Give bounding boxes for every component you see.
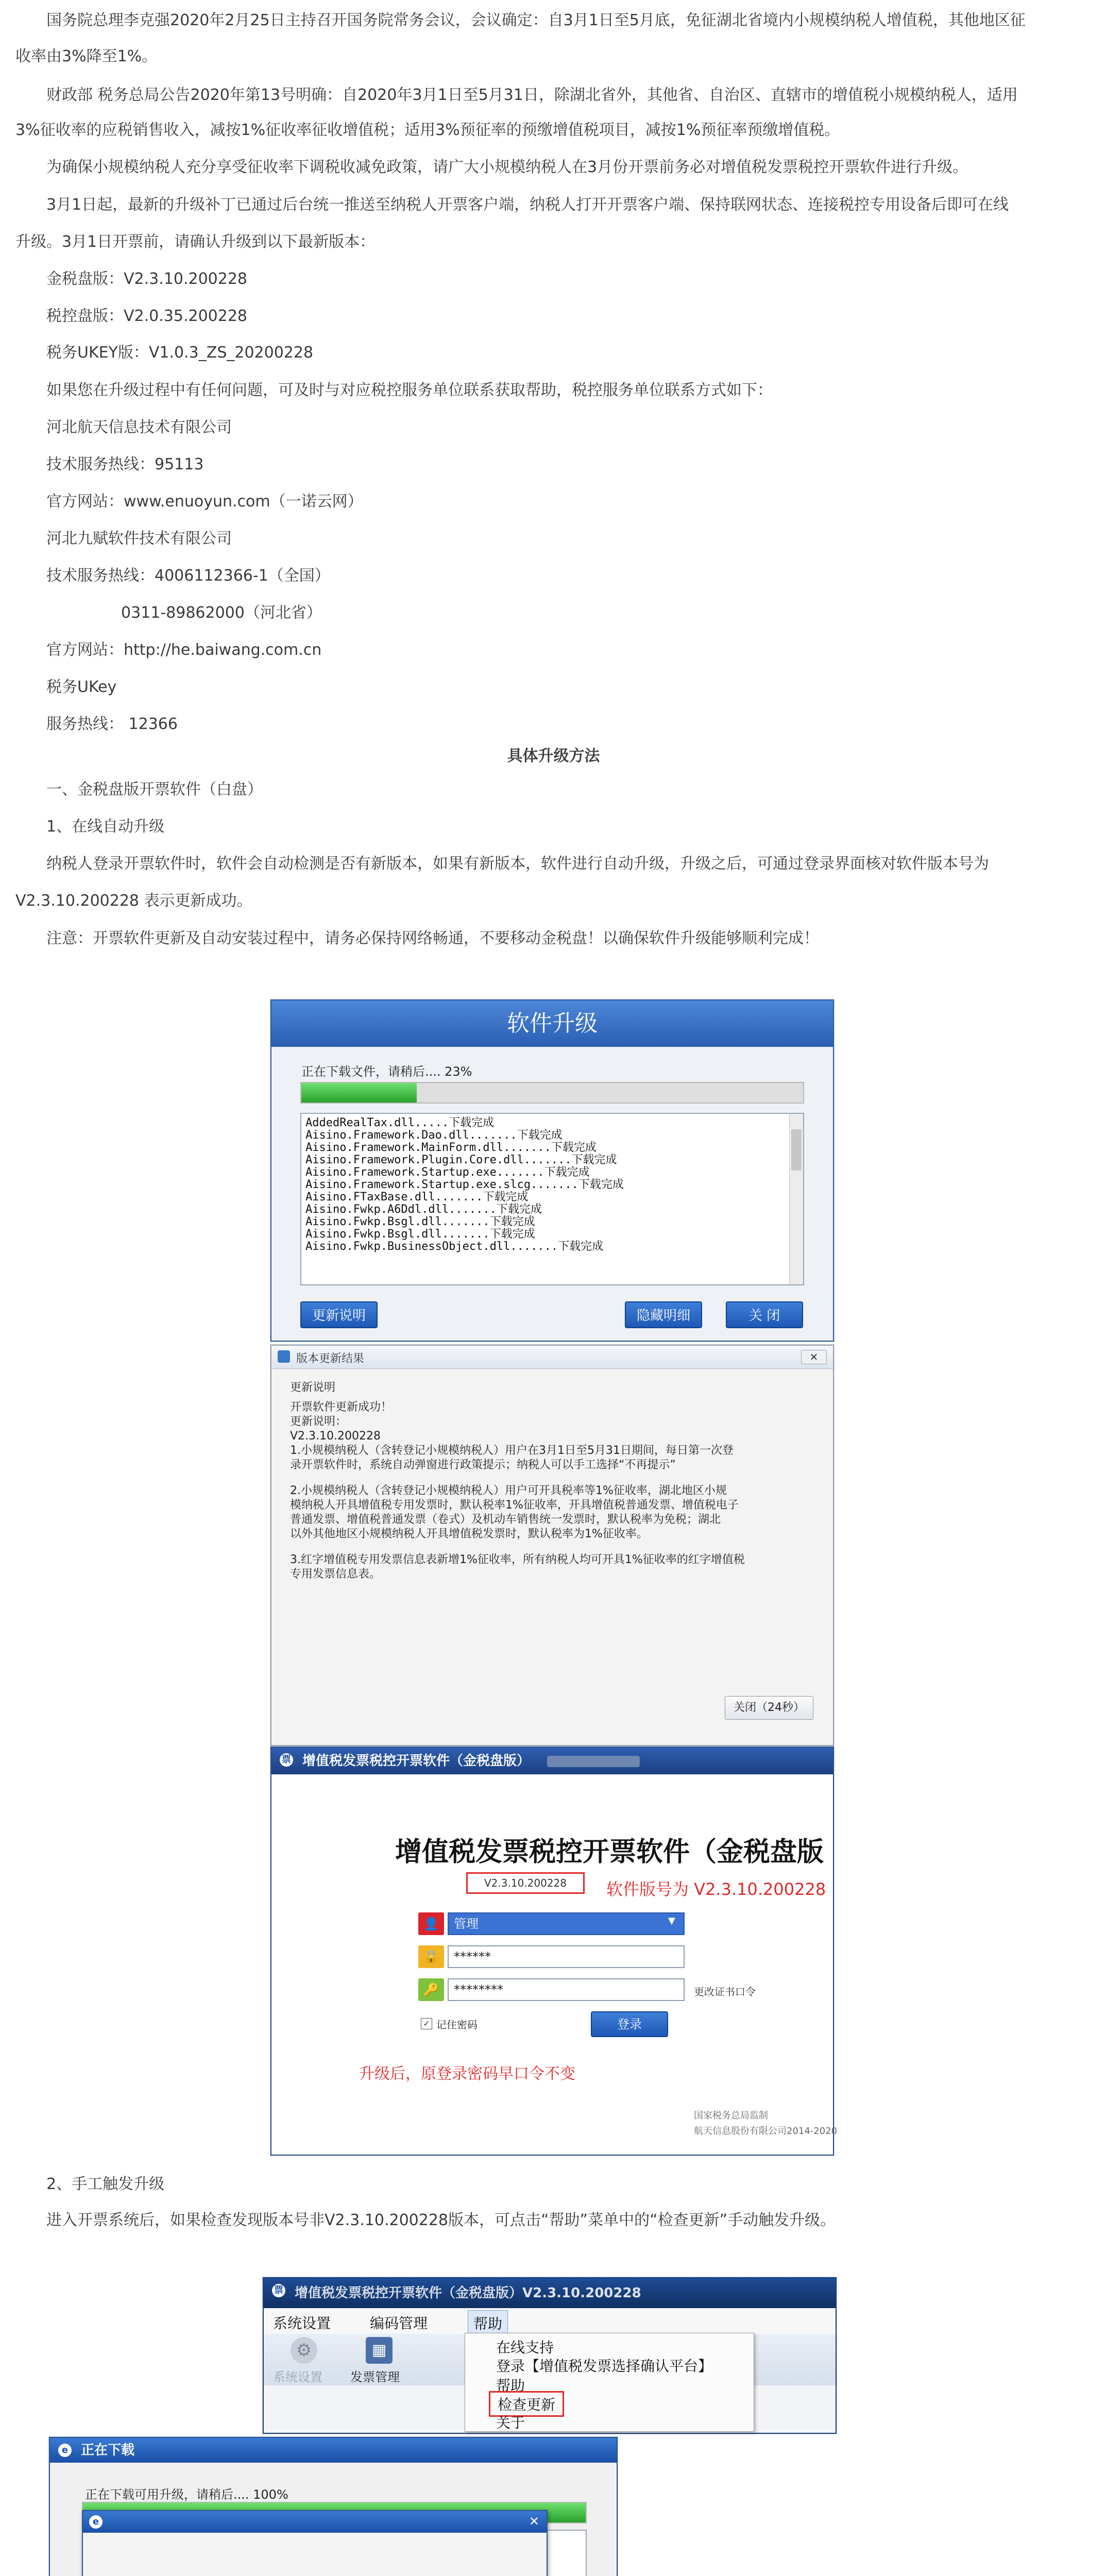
remember-checkbox[interactable]: ✓ (421, 2018, 432, 2029)
update-result-line: 更新说明 (290, 1381, 336, 1394)
login-window (270, 1747, 838, 2156)
remember-label: 记住密码 (436, 2019, 478, 2031)
paragraph-3: 为确保小规模纳税人充分享受征收率下调税收减免政策，请广大小规模纳税人在3月份开票前务必对增值税发票税控开票软件进行升级。 (46, 158, 968, 176)
section-1-title: 一、金税盘版开票软件（白盘） (46, 781, 263, 799)
version-ukey: 税务UKEY版：V1.0.3_ZS_20200228 (46, 344, 314, 362)
contact-website-1[interactable]: 官方网站：www.enuoyun.com（一诺云网） (46, 493, 363, 511)
update-result-line: 普通发票、增值税普通发票（卷式）及机动车销售统一发票时，默认税率为免税；湖北 (290, 1513, 721, 1526)
file-list-item: Aisino.Fwkp.BusinessObject.dll.......下载完成 (305, 1240, 604, 1253)
file-list-item: Aisino.FTaxBase.dll.......下载完成 (305, 1191, 529, 1204)
release-notes-button[interactable]: 更新说明 (300, 1301, 378, 1328)
version-shuikongpan: 税控盘版：V2.0.35.200228 (46, 307, 247, 325)
app-icon: 票 (272, 2284, 285, 2297)
update-result-content (290, 1381, 745, 1582)
update-result-line: 1.小规模纳税人（含转登记小规模纳税人）用户在3月1日至5月31日期间，每日第一次登 (290, 1444, 734, 1457)
section-2-paragraph: 进入开票系统后，如果检查发现版本号非V2.3.10.200228版本，可点击“帮助”菜单中的“检查更新”手动触发升级。 (46, 2211, 836, 2229)
blurred-area (547, 1756, 640, 1767)
menu-code-management[interactable]: 编码管理 (370, 2315, 428, 2332)
update-result-line: V2.3.10.200228 (290, 1430, 381, 1443)
menu-bar (264, 2308, 836, 2334)
help-dropdown (465, 2333, 754, 2432)
downloading-title: 正在下载 (81, 2443, 135, 2458)
update-result-line: 更新说明： (290, 1415, 347, 1428)
dropdown-login-platform[interactable]: 登录【增值税发票选择确认平台】 (496, 2358, 713, 2375)
grid-icon[interactable]: ▦ (366, 2337, 393, 2364)
paragraph-2: 财政部 税务总局公告2020年第13号明确：自2020年3月1日至5月31日，除湖北省外，其他省、自治区、直辖市的增值税小规模纳税人，适用 (46, 86, 1018, 104)
password-input[interactable]: ****** (448, 1945, 685, 1968)
menu-help[interactable]: 帮助 (468, 2310, 508, 2336)
close-countdown-button[interactable]: 关闭（24秒） (725, 1696, 813, 1720)
login-footer-1: 国家税务总局监制 (694, 2110, 768, 2121)
toolbar-system-settings[interactable]: 系统设置 (273, 2370, 322, 2384)
close-icon[interactable]: ✕ (801, 1350, 827, 1364)
change-cert-link[interactable]: 更改证书口令 (694, 1986, 756, 1998)
file-list-item: Aisino.Framework.Startup.exe.......下载完成 (305, 1166, 590, 1179)
contact-hotline-2b: 0311-89862000（河北省） (121, 604, 322, 622)
key-icon: 🔑 (418, 1978, 444, 2001)
contact-company-2: 河北九赋软件技术有限公司 (46, 530, 232, 548)
file-list-item: Aisino.Fwkp.Bsgl.dll.......下载完成 (305, 1228, 535, 1241)
section-1a-paragraph-cont: V2.3.10.200228 表示更新成功。 (15, 892, 252, 910)
main-app-title: 增值税发票税控开票软件（金税盘版）V2.3.10.200228 (295, 2285, 641, 2301)
user-icon: 👤 (418, 1912, 444, 1935)
dropdown-online-support[interactable]: 在线支持 (496, 2339, 554, 2356)
file-list-item: Aisino.Framework.Dao.dll.......下载完成 (305, 1129, 563, 1142)
file-list-item: Aisino.Fwkp.A6Ddl.dll.......下载完成 (305, 1203, 542, 1216)
upgrade-window-header: 软件升级 (271, 1001, 833, 1047)
paragraph-1: 国务院总理李克强2020年2月25日主持召开国务院常务会议，会议确定：自3月1日至5月底，免征湖北省境内小规模纳税人增值税，其他地区征 (46, 11, 1026, 29)
update-result-line: 开票软件更新成功！ (290, 1401, 393, 1414)
lock-icon: 🔒 (418, 1945, 444, 1968)
app-icon: e (89, 2515, 103, 2529)
main-app-titlebar (264, 2278, 836, 2308)
login-titlebar (271, 1748, 833, 1774)
file-list-item: Aisino.Fwkp.Bsgl.dll.......下载完成 (305, 1215, 535, 1228)
file-list-item: Aisino.Framework.Plugin.Core.dll.......下载完成 (305, 1154, 617, 1166)
scrollbar[interactable] (789, 1114, 803, 1284)
contact-company-1: 河北航天信息技术有限公司 (46, 418, 232, 436)
upgrade-status: 正在下载文件，请稍后.... 23% (301, 1064, 472, 1079)
update-result-line: 以外其他地区小规模纳税人开具增值税发票时，默认税率为1%征收率。 (290, 1528, 648, 1540)
file-list-item: AddedRealTax.dll.....下载完成 (305, 1116, 495, 1129)
file-list-item: Aisino.Framework.Startup.exe.slcg.......下载完成 (305, 1178, 624, 1191)
paragraph-2-cont: 3%征收率的应税销售收入，减按1%征收率征收增值税；适用3%预征率的预缴增值税项目，减按1%预征率预缴增值税。 (15, 121, 840, 139)
downloading-titlebar (50, 2438, 617, 2463)
dropdown-help[interactable]: 帮助 (496, 2377, 525, 2394)
file-list-item: Aisino.Framework.MainForm.dll.......下载完成 (305, 1141, 597, 1154)
downloading-window (49, 2437, 618, 2576)
update-result-line: 录开票软件时，系统自动弹窗进行政策提示；纳税人可以手工选择“不再提示” (290, 1459, 676, 1471)
contact-hotline-2: 技术服务热线：4006112366-1（全国） (46, 567, 330, 585)
section-2-title: 2、手工触发升级 (46, 2175, 165, 2193)
login-footer-2: 航天信息股份有限公司2014-2020 (694, 2126, 838, 2137)
download-complete-dialog (82, 2510, 548, 2576)
contact-hotline-1: 技术服务热线：95113 (46, 455, 204, 473)
app-icon: e (58, 2444, 72, 2457)
version-annotation: 软件版号为 V2.3.10.200228 (606, 1879, 826, 1899)
upgrade-progress (300, 1082, 804, 1104)
paragraph-5: 如果您在升级过程中有任何问题，可及时与对应税控服务单位联系获取帮助，税控服务单位联系方式如下： (46, 381, 773, 399)
contact-website-2[interactable]: 官方网站：http://he.baiwang.com.cn (46, 641, 322, 659)
update-result-titlebar (271, 1346, 833, 1369)
login-button[interactable]: 登录 (591, 2011, 668, 2037)
login-title: 增值税发票税控开票软件（金税盘版） (302, 1753, 531, 1769)
contact-hotline-3: 服务热线： 12366 (46, 715, 178, 733)
dropdown-check-update[interactable]: 检查更新 (489, 2391, 564, 2417)
hide-details-button[interactable]: 隐藏明细 (625, 1301, 702, 1328)
update-result-line: 专用发票信息表。 (290, 1568, 381, 1581)
user-select[interactable]: 管理 (448, 1912, 685, 1935)
dialog-titlebar (83, 2511, 547, 2533)
app-icon: 票 (280, 1753, 293, 1767)
section-heading: 具体升级方法 (507, 747, 600, 765)
paragraph-1-cont: 收率由3%降至1%。 (15, 47, 158, 65)
main-app-window (263, 2277, 837, 2434)
close-button[interactable]: 关 闭 (726, 1301, 803, 1328)
toolbar-invoice-management[interactable]: 发票管理 (350, 2370, 400, 2384)
login-red-annotation: 升级后，原登录密码早口令不变 (359, 2065, 575, 2083)
section-1a-paragraph: 纳税人登录开票软件时，软件会自动检测是否有新版本，如果有新版本，软件进行自动升级，升级之后，可通过登录界面核对软件版本号为 (46, 855, 989, 873)
update-result-title: 版本更新结果 (296, 1352, 365, 1365)
menu-system-settings[interactable]: 系统设置 (273, 2315, 331, 2332)
login-heading: 增值税发票税控开票软件（金税盘版 (395, 1836, 824, 1868)
version-jinshuipan: 金税盘版：V2.3.10.200228 (46, 270, 247, 288)
gear-icon[interactable]: ⚙ (291, 2337, 317, 2364)
update-result-window (270, 1345, 834, 1746)
app-icon (278, 1350, 290, 1363)
version-box: V2.3.10.200228 (466, 1872, 585, 1894)
contact-ukey: 税务UKey (46, 678, 117, 696)
update-result-line: 模纳税人开具增值税专用发票时，默认税率1%征收率，开具增值税普通发票、增值税电子 (290, 1499, 739, 1512)
upgrade-window (270, 999, 834, 1342)
downloading-status: 正在下载可用升级，请稍后.... 100% (85, 2487, 288, 2502)
paragraph-4: 3月1日起，最新的升级补丁已通过后台统一推送至纳税人开票客户端，纳税人打开开票客户端、保持联网状态、连接税控专用设备后即可在线 (46, 196, 1009, 214)
note-paragraph: 注意：开票软件更新及自动安装过程中，请务必保持网络畅通，不要移动金税盘！以确保软件升级能够顺利完成！ (46, 929, 819, 947)
paragraph-4-cont: 升级。3月1日开票前，请确认升级到以下最新版本： (15, 233, 376, 251)
close-icon[interactable]: ✕ (529, 2514, 539, 2529)
section-1a-title: 1、在线自动升级 (46, 818, 165, 836)
dropdown-about[interactable]: 关于 (496, 2414, 525, 2431)
update-result-line: 2.小规模纳税人（含转登记小规模纳税人）用户可开具税率等1%征收率，湖北地区小规 (290, 1484, 727, 1497)
cert-password-input[interactable]: ******** (448, 1978, 685, 2001)
chevron-down-icon[interactable]: ▼ (668, 1916, 675, 1926)
update-result-line: 3.红字增值税专用发票信息表新增1%征收率，所有纳税人均可开具1%征收率的红字增值税 (290, 1553, 745, 1566)
upgrade-file-list[interactable] (300, 1113, 804, 1285)
